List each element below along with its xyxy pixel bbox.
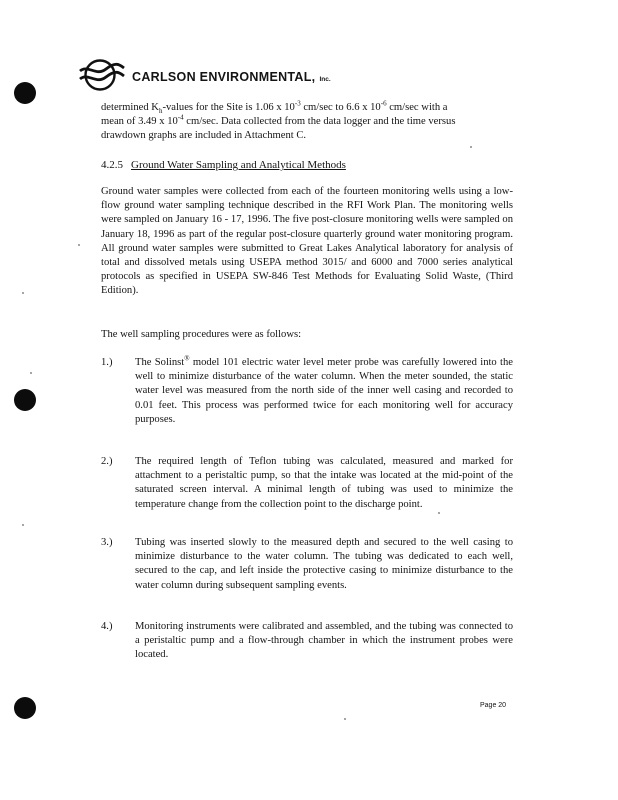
punch-hole-bottom: [14, 697, 36, 719]
step-number: 1.): [101, 357, 113, 368]
scan-speck: [344, 718, 346, 720]
step-3: [101, 536, 513, 593]
scan-speck: [30, 372, 32, 374]
scan-speck: [22, 292, 24, 294]
company-name: [132, 70, 331, 84]
company-logo: [78, 58, 126, 92]
page-number: Page 20: [480, 702, 507, 709]
scan-speck: [22, 524, 24, 526]
scan-speck: [438, 512, 440, 514]
step-text: Tubing was inserted slowly to the measured depth and secured to the well casing to minimize disturbance to the water column. The tubing was dedicated to each well, secured to the cap, and left inside the protective casing to minimize disturbance to the water column during subsequent sampling events.: [135, 537, 513, 591]
step-number: 3.): [101, 537, 113, 548]
section-number: 4.2.5: [101, 159, 123, 171]
step-number: 2.): [101, 456, 113, 467]
section-heading: [101, 159, 346, 171]
step-1: [101, 356, 513, 427]
step-text: Monitoring instruments were calibrated and assembled, and the tubing was connected to a peristaltic pump and a flow-through chamber in which the instrument probes were located.: [135, 621, 513, 661]
punch-hole-middle: [14, 389, 36, 411]
step-text: The required length of Teflon tubing was calculated, measured and marked for attachment to a peristaltic pump, so that the intake was located at the mid-point of the saturated screen interval. A minimal length of tubing was used to minimize the temperature change from the collection point to the discharge point.: [135, 456, 513, 510]
company-inc: Inc.: [319, 76, 331, 83]
step-number: 4.): [101, 621, 113, 632]
step-4: [101, 620, 513, 663]
intro-line-3: drawdown graphs are included in Attachment C.: [101, 130, 307, 142]
scan-speck: [78, 244, 80, 246]
paragraph-procedures-intro: The well sampling procedures were as follows:: [101, 329, 302, 340]
scan-speck: [470, 146, 472, 148]
section-title: Ground Water Sampling and Analytical Methods: [131, 159, 346, 171]
paragraph-sampling: Ground water samples were collected from each of the fourteen monitoring wells using a low-flow ground water sampling technique described in the RFI Work Plan. The monitoring wells were sampled on January 16 - 17, 1996. The five post-closure monitoring wells were sampled on January 18, 1996 as part of the regular post-closure quarterly ground water monitoring program. All ground water samples were submitted to Great Lakes Analytical laboratory for analysis of total and dissolved metals using USEPA method 3015/ and 6000 and 7000 series analytical protocols as specified in USEPA SW-846 Test Methods for Evaluating Solid Waste, (Third Edition).: [101, 186, 513, 297]
punch-hole-top: [14, 82, 36, 104]
intro-paragraph: [101, 101, 513, 144]
intro-line-1: determined $K_h$-values for the Site is 1.06 x $10^{-3}$ cm/sec to 6.6 x $10^{-6}$ cm/sec with a: [101, 99, 448, 116]
company-title: CARLSON ENVIRONMENTAL,: [132, 70, 316, 84]
intro-line-2: mean of 3.49 x $10^{-4}$ cm/sec. Data collected from the data logger and the time versus: [101, 113, 456, 128]
step-text: The Solinst® model 101 electric water level meter probe was carefully lowered into the well to minimize disturbance of the water column. When the meter sounded, the static water level was measured from the north side of the inner well casing and recorded to 0.01 feet. This process was performed twice for each monitoring well for accuracy purposes.: [135, 354, 513, 425]
step-2: [101, 455, 513, 512]
